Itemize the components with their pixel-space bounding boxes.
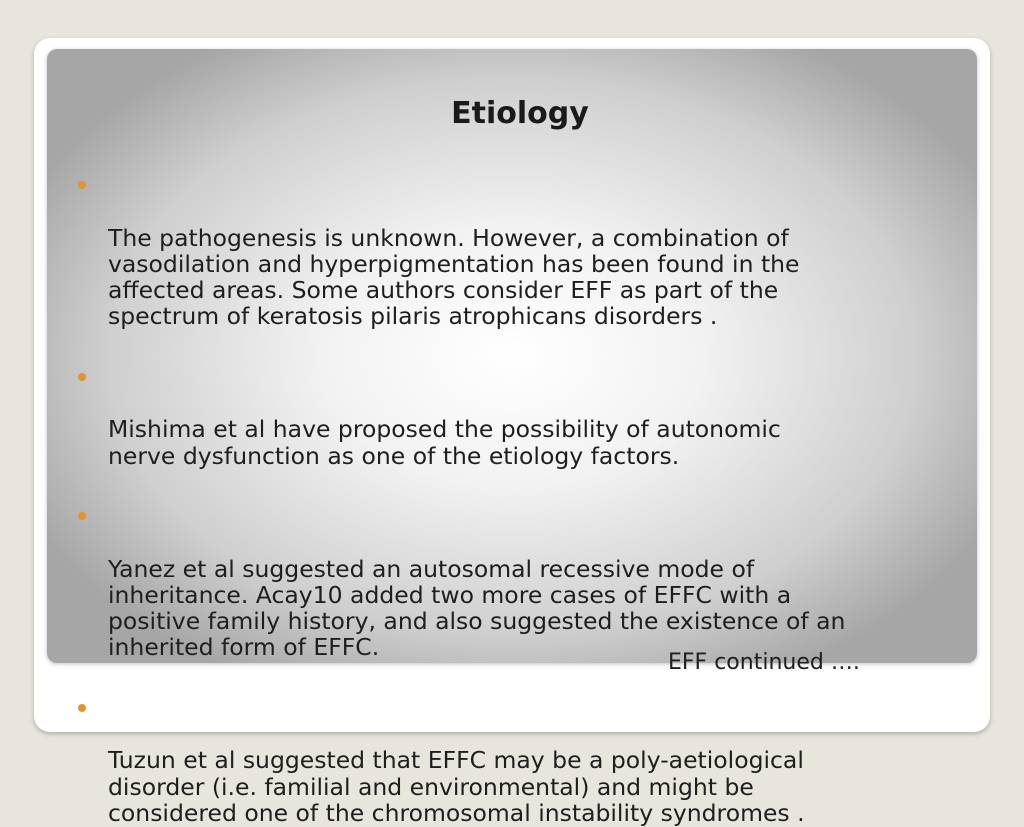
bullet-item [76, 172, 966, 330]
bullet-item [76, 695, 966, 826]
bullet-dot-icon [78, 181, 86, 189]
bullet-text: The pathogenesis is unknown. However, a combination of vasodilation and hyperpigmentation has been found in the affected areas. Some authors consider EFF as part of the spectrum of keratosis pilaris atrophicans disorders . [108, 223, 800, 331]
bullet-dot-icon [78, 512, 86, 520]
bullet-item [76, 503, 966, 661]
bullet-dot-icon [78, 373, 86, 381]
bullet-text: Yanez et al suggested an autosomal recessive mode of inheritance. Acay10 added two more cases of EFFC with a positive family history, and also suggested the existence of an inherited form of EFFC. [108, 554, 846, 662]
bullet-dot-icon [78, 704, 86, 712]
bullet-text: Tuzun et al suggested that EFFC may be a poly-aetiological disorder (i.e. familial and environmental) and might be considered one of the chromosomal instability syndromes . [108, 746, 805, 827]
bullet-text: Mishima et al have proposed the possibility of autonomic nerve dysfunction as one of the etiology factors. [108, 415, 781, 470]
bullet-item [76, 364, 966, 469]
bullet-list [76, 172, 966, 826]
footer-note: EFF continued …. [668, 650, 860, 675]
slide-title: Etiology [451, 96, 589, 131]
